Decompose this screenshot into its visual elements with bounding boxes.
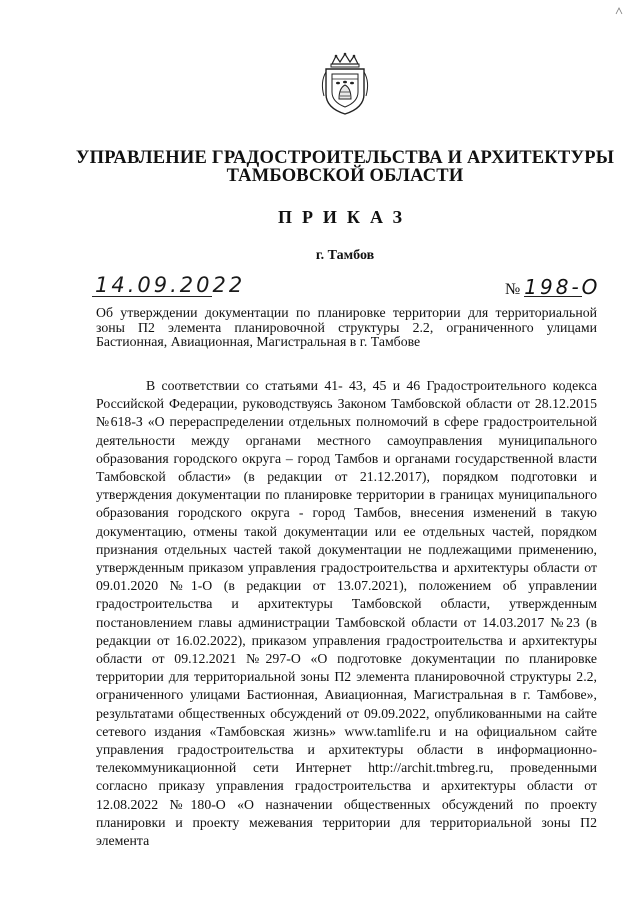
date-underline [92,296,212,297]
handwritten-date: 14.09.2022 [95,273,246,297]
city-label: г. Тамбов [315,248,375,263]
coat-of-arms-icon [318,52,372,116]
order-body-paragraph: В соответствии со статьями 41- 43, 45 и 46 Градостроительного кодекса Российской Федерации, руководствуясь Законом Тамбовской области от 28.12.2015 №618-З «О перераспределении отдельных полномочий в сфере градостроительной деятельности между органами местного самоуправления муниципального образования городского округа – город Тамбов и органами государственной власти Тамбовской области» (в редакции от 21.12.2017), порядком подготовки и утверждения документации по планировке территории в границах муниципального образования городского округа - город Тамбов, внесения изменений в такую документацию, отмены такой документации или ее отдельных частей, порядком признания отдельных частей такой документации не подлежащими применению, утвержденным приказом управления градостроительства и архитектуры области от 09.01.2020 №1-О (в редакции от 13.07.2021), положением об управлении градостроительства и архитектуры Тамбовской области, утвержденным постановлением главы администрации Тамбовской области от 14.03.2017 №23 (в редакции от 16.02.2022), приказом управления градостроительства и архитектуры области от 09.12.2021 №297-О «О подготовке документации по планировке территории для территориальной зоны П2 элемента планировочной структуры 2.2, ограниченного улицами Бастионная, Авиационная, Магистральная в г. Тамбове», результатами общественных обсуждений от 09.09.2022, опубликованными на сайте сетевого издания «Тамбовская жизнь» www.tamlife.ru и на официальном сайте управления градостроительства и архитектуры области в информационно-телекоммуникационной сети Интернет http://archit.tmbreg.ru, проведенными согласно приказу управления градостроительства и архитектуры области от 12.08.2022 №180-О «О назначении общественных обсуждений по проекту планировки и проекту межевания территории для территориальной зоны П2 элемента [96,378,597,849]
organization-title-line-2: ТАМБОВСКОЙ ОБЛАСТИ [226,166,464,186]
number-underline [524,296,582,297]
organization-title-line-1: УПРАВЛЕНИЕ ГРАДОСТРОИТЕЛЬСТВА И АРХИТЕКТУРЫ [75,148,615,168]
order-subject: Об утверждении документации по планировке территории для территориальной зоны П2 элемента планировочной структуры 2.2, ограниченного улицами Бастионная, Авиационная, Магистральная в г. Тамбове [96,305,597,349]
document-type-heading: ПРИКАЗ [277,207,413,227]
number-sign: № [505,281,521,298]
handwritten-number: 198-О [524,275,601,299]
corner-mark-icon [614,6,624,16]
